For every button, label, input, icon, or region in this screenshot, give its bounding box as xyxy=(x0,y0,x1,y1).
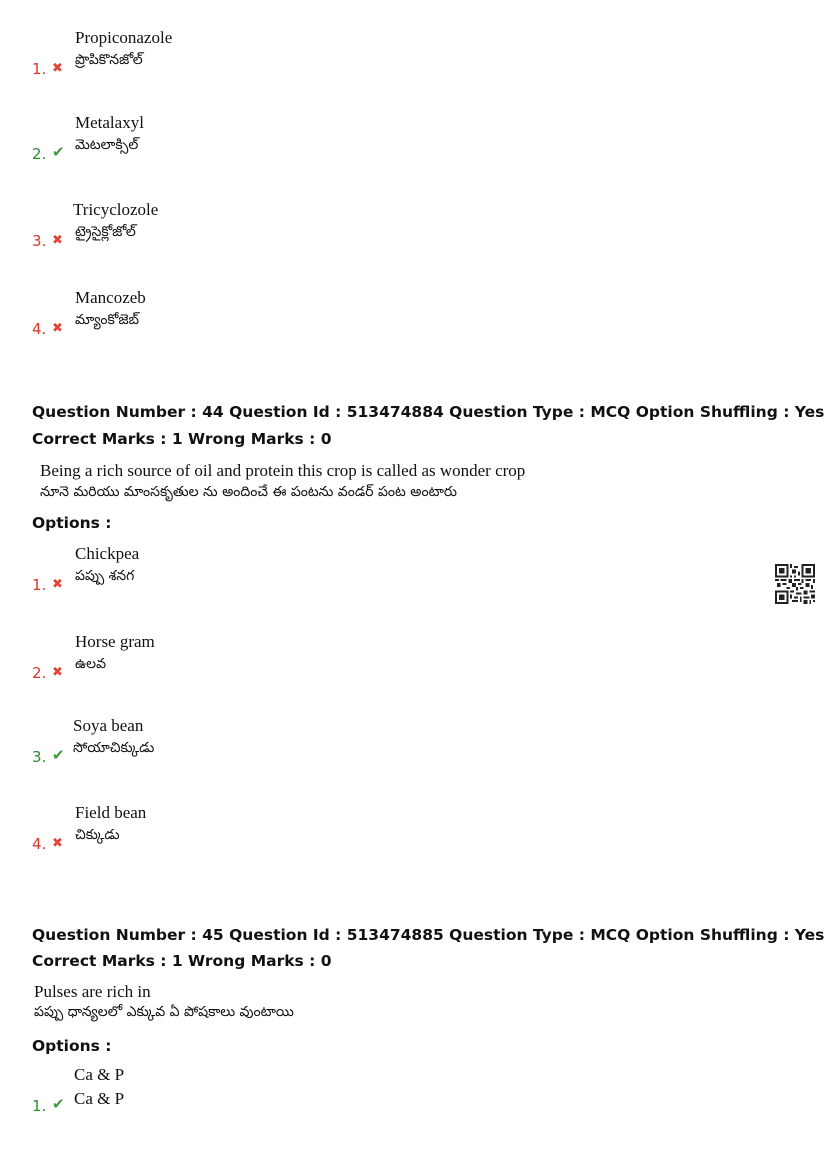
option-number: 1. xyxy=(32,576,47,594)
option-4 xyxy=(32,288,732,338)
option-3 xyxy=(32,716,732,766)
option-number: 1. xyxy=(32,60,47,78)
option-text-te: మ్యాంకోజెబ్ xyxy=(75,312,140,328)
option-number: 4. xyxy=(32,320,47,338)
check-icon: ✔ xyxy=(52,1095,65,1113)
option-number: 2. xyxy=(32,145,47,163)
options-label: Options : xyxy=(32,514,112,532)
option-4 xyxy=(32,803,732,853)
option-2 xyxy=(32,113,732,163)
option-text-en: Metalaxyl xyxy=(75,113,144,132)
qr-code-icon xyxy=(774,564,816,604)
cross-icon: ✖ xyxy=(52,665,63,680)
option-text-en: Horse gram xyxy=(75,632,155,651)
option-number: 4. xyxy=(32,835,47,853)
option-number: 3. xyxy=(32,748,47,766)
option-text-en: Soya bean xyxy=(73,716,144,735)
question-header: Question Number : 44 Question Id : 513474884 Question Type : MCQ Option Shuffling : Yes xyxy=(32,403,825,421)
cross-icon: ✖ xyxy=(52,321,63,336)
option-text-en: Ca & P xyxy=(74,1065,125,1084)
option-text-te: సోయాచిక్కుడు xyxy=(73,740,155,756)
cross-icon: ✖ xyxy=(52,836,63,851)
option-1 xyxy=(32,544,732,594)
option-text-te: ఉలవ xyxy=(75,656,107,672)
option-number: 3. xyxy=(32,232,47,250)
cross-icon: ✖ xyxy=(52,61,63,76)
option-text-en: Field bean xyxy=(75,803,147,822)
question-text-en: Pulses are rich in xyxy=(34,982,151,1001)
question-text-te: నూనె మరియు మాంసకృతుల ను అందించే ఈ పంటను వండర్ పంట అంటారు xyxy=(40,484,458,500)
question-text-te: పప్పు ధాన్యలలో ఎక్కువ ఏ పోషకాలు వుంటాయి xyxy=(34,1004,294,1020)
option-text-en: Propiconazole xyxy=(75,28,173,47)
question-header: Question Number : 45 Question Id : 513474885 Question Type : MCQ Option Shuffling : Yes xyxy=(32,926,825,944)
option-text-te: మెటలాక్సిల్ xyxy=(75,137,139,153)
cross-icon: ✖ xyxy=(52,233,63,248)
option-text-te: పప్పు శనగ xyxy=(75,568,135,584)
option-number: 1. xyxy=(32,1097,47,1115)
option-1 xyxy=(32,1065,732,1115)
option-text-en: Mancozeb xyxy=(75,288,146,307)
question-marks: Correct Marks : 1 Wrong Marks : 0 xyxy=(32,430,332,448)
option-1 xyxy=(32,28,732,78)
option-text-en: Chickpea xyxy=(75,544,140,563)
option-number: 2. xyxy=(32,664,47,682)
options-label: Options : xyxy=(32,1037,112,1055)
option-text-te: Ca & P xyxy=(74,1089,125,1108)
check-icon: ✔ xyxy=(52,143,65,161)
check-icon: ✔ xyxy=(52,746,65,764)
option-text-te: చిక్కుడు xyxy=(75,827,120,843)
option-2 xyxy=(32,632,732,682)
option-text-en: Tricyclozole xyxy=(73,200,159,219)
option-text-te: ట్రైసైక్లోజోల్ xyxy=(75,224,136,240)
option-3 xyxy=(32,200,732,250)
option-text-te: ప్రొపికొనజోల్ xyxy=(75,52,143,68)
question-marks: Correct Marks : 1 Wrong Marks : 0 xyxy=(32,952,332,970)
question-text-en: Being a rich source of oil and protein this crop is called as wonder crop xyxy=(40,461,526,480)
cross-icon: ✖ xyxy=(52,577,63,592)
